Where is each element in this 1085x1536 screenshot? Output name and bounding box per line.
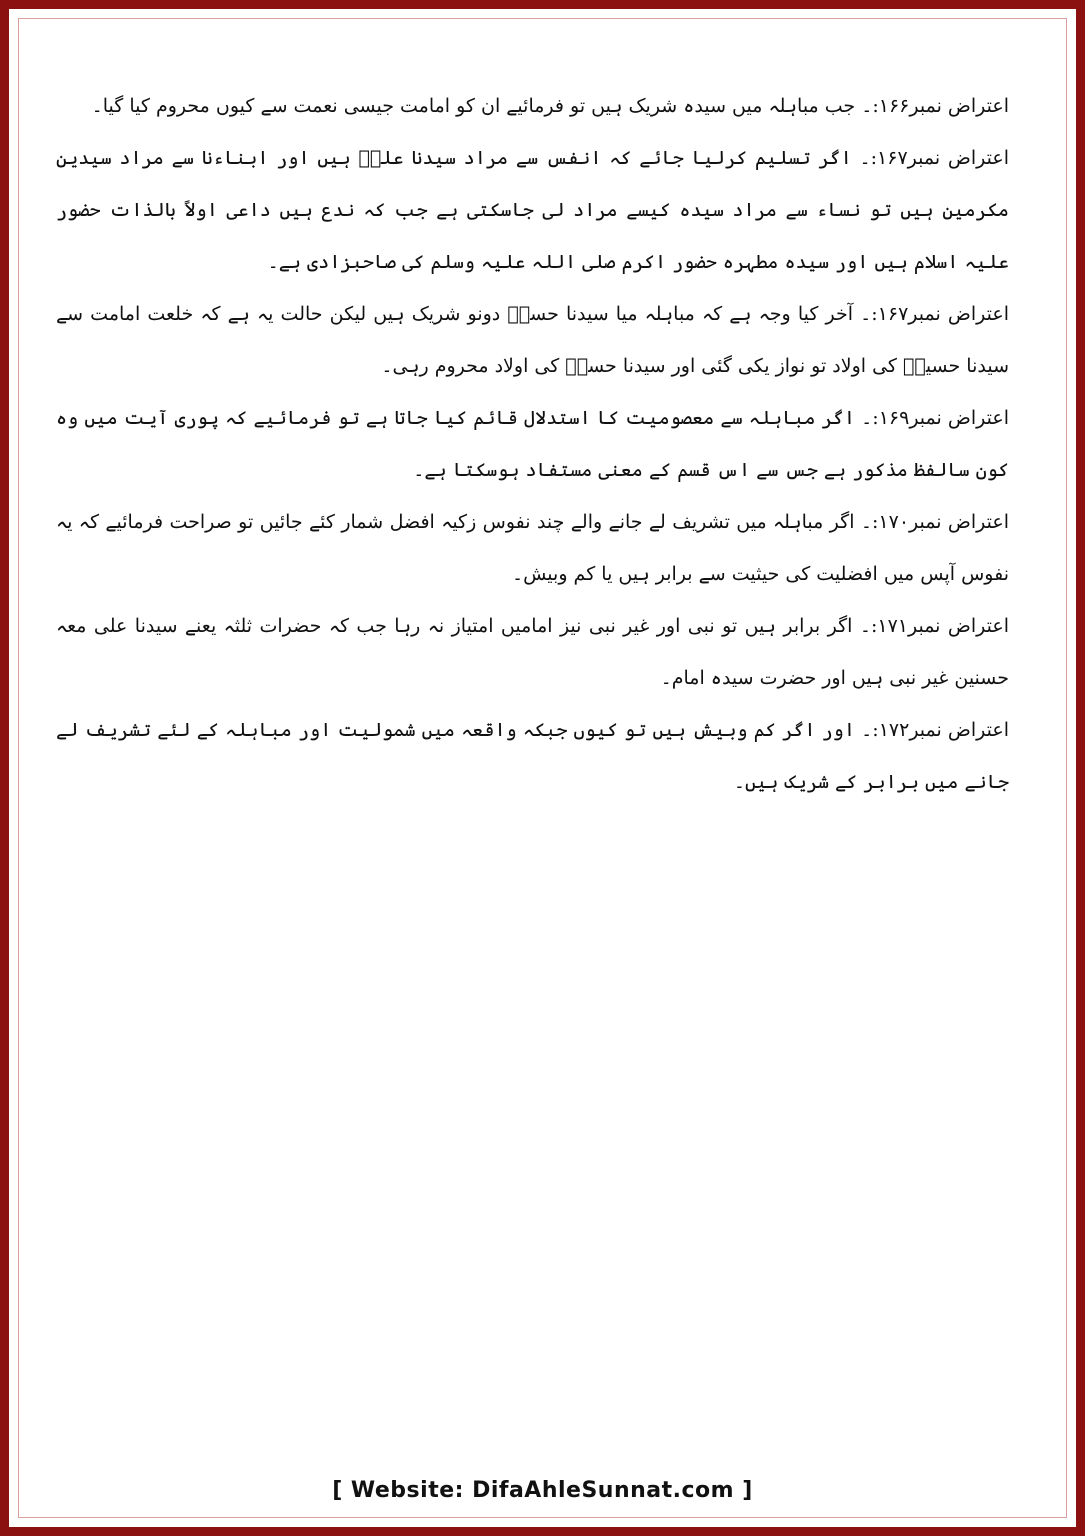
objection-167-b: اعتراض نمبر۱۶۷:۔ آخر کیا وجہ ہے کہ مباہلہ میا￼ سیدنا حسنؓ دونو شریک ہیں لیکن حالت یہ ہے کہ خلعت امامت سے سیدنا حسینؓ کی اولاد تو نواز یکی گئی اور سیدنا حسنؓ کی اولاد محروم رہی۔ xyxy=(56,303,1009,377)
objection-166: اعتراض نمبر۱۶۶:۔ جب مباہلہ میں سیدہ شریک ہیں تو فرمائیے ان کو امامت جیسی نعمت سے کیوں محروم کیا گیا۔ xyxy=(91,95,1009,117)
objection-170: اعتراض نمبر۱۷۰:۔ اگر مباہلہ میں تشریف لے جانے والے چند نفوس زکیہ افضل شمار کئے جائیں تو صراحت فرمائیے کہ یہ نفوس آپس میں افضلیت کی حیثیت سے برابر ہیں یا کم وبیش۔ xyxy=(56,511,1009,585)
objection-171: اعتراض نمبر۱۷۱:۔ اگر برابر ہیں تو نبی اور غیر نبی نیز امامیں امتیاز نہ رہا جب کہ حضرات ثلثہ یعنے سیدنا علی معہ حسنین غیر نبی ہیں اور حضرت سیدہ امام۔ xyxy=(56,615,1009,689)
objection-172: اعتراض نمبر۱۷۲:۔ اور اگر کم وبیش ہیں تو کیوں جبکہ واقعہ میں شمولیت اور مباہلہ کے لئے تشریف لے جانے میں برابر کے شریک ہیں۔ xyxy=(56,719,1009,793)
objection-169: اعتراض نمبر۱۶۹:۔ اگر مباہلہ سے معصومیت کا استدلال قائم کیا جاتا ہے تو فرمائیے کہ پوری آیت میں وہ کون سالفظ مذکور ہے جس سے اس قسم کے معنی مستفاد ہوسکتا ہے۔ xyxy=(56,407,1009,481)
objection-167-a: اعتراض نمبر۱۶۷:۔ اگر تسلیم کرلیا جائے کہ انفس سے مراد سیدنا علیؓ ہیں اور ابناءنا سے مراد سیدین مکرمین ہیں تو نساء سے مراد سیدہ کیسے مراد لی جاسکتی ہے جب کہ ندع ہیں داعی اولاً بالذات حضور علیہ اسلام ہیں اور سیدہ مطہرہ حضور اکرم صلی اللہ علیہ وسلم کی صاحبزادی ہے۔ xyxy=(56,147,1009,273)
website-footer: [ Website: DifaAhleSunnat.com ] xyxy=(332,1478,753,1503)
document-body xyxy=(56,80,1009,808)
